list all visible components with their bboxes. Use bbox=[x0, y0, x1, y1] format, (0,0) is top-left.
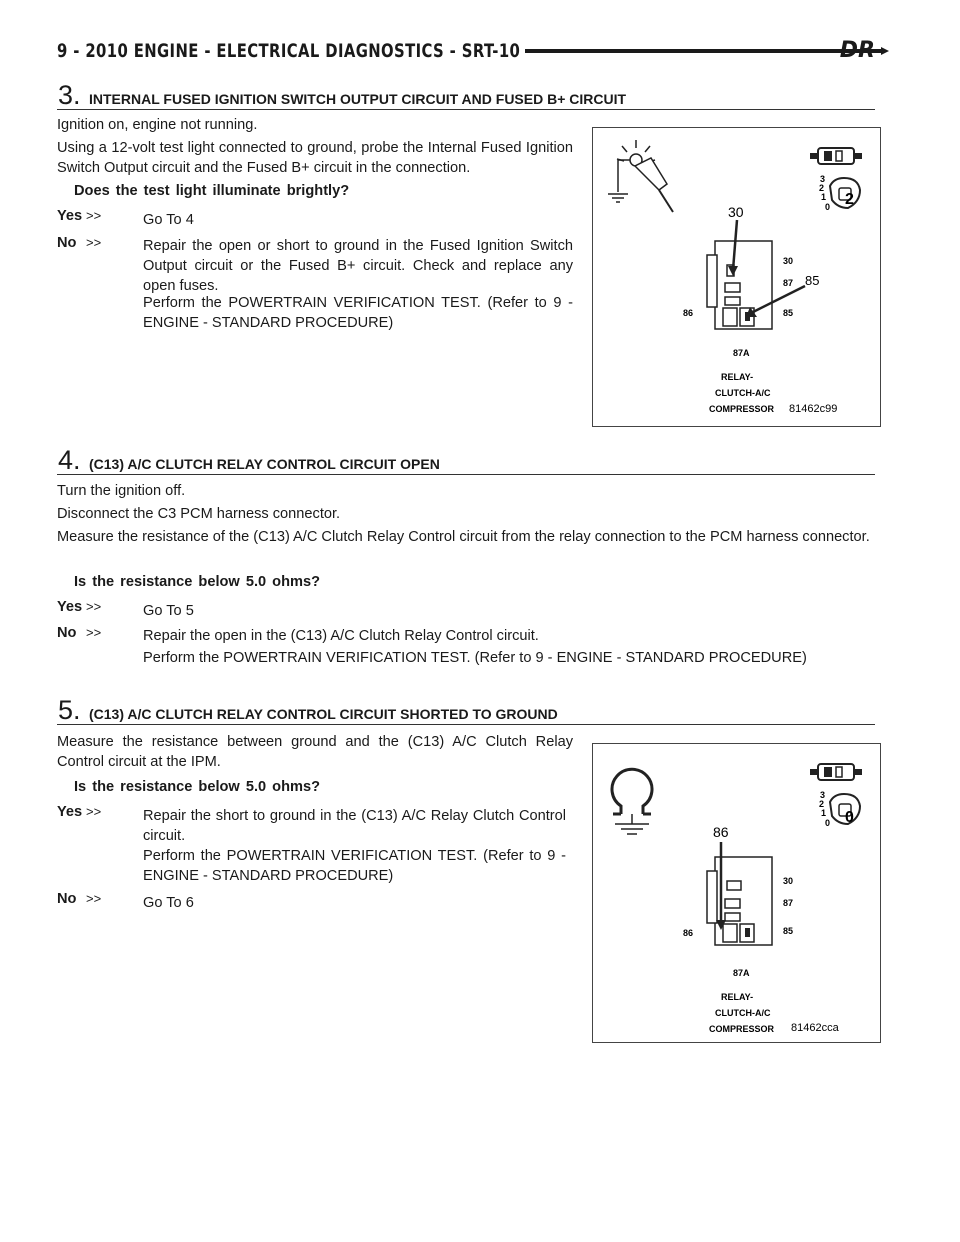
probe-pin-label: 30 bbox=[728, 204, 744, 220]
svg-text:1: 1 bbox=[821, 808, 827, 818]
svg-text:87: 87 bbox=[783, 898, 794, 908]
step-4-paragraph: Disconnect the C3 PCM harness connector. bbox=[57, 506, 341, 522]
yes-response: Go To 5 bbox=[143, 603, 194, 619]
step-3-paragraph: Using a 12-volt test light connected to ground, probe the Internal Fused Ignition Switch Output circuit and the Fused B+ circuit in the connection. bbox=[57, 140, 573, 176]
yes-label: Yes bbox=[57, 804, 83, 820]
step-3-heading bbox=[57, 82, 875, 110]
svg-text:85: 85 bbox=[783, 926, 794, 936]
step-title: (C13) A/C CLUTCH RELAY CONTROL CIRCUIT OPEN bbox=[89, 456, 440, 472]
step-number: 3. bbox=[58, 80, 81, 110]
step-4-heading bbox=[57, 447, 875, 475]
page-header bbox=[57, 38, 875, 68]
svg-text:3: 3 bbox=[820, 790, 826, 800]
relay-diagram bbox=[593, 128, 880, 426]
svg-text:87A: 87A bbox=[733, 348, 750, 358]
svg-text:CLUTCH-A/C: CLUTCH-A/C bbox=[715, 388, 771, 398]
yes-response: Go To 4 bbox=[143, 212, 194, 228]
svg-text:CLUTCH-A/C: CLUTCH-A/C bbox=[715, 1008, 771, 1018]
figure-code: 81462c99 bbox=[789, 403, 838, 415]
svg-text:30: 30 bbox=[783, 876, 794, 886]
no-label: No bbox=[57, 891, 77, 907]
step-5-heading bbox=[57, 697, 875, 725]
yes-label: Yes bbox=[57, 208, 83, 224]
arrow-marker: >> bbox=[86, 208, 102, 223]
svg-text:85: 85 bbox=[783, 308, 794, 318]
svg-text:0: 0 bbox=[825, 202, 831, 212]
svg-text:RELAY-: RELAY- bbox=[721, 992, 754, 1002]
header-title: 9 - 2010 ENGINE - ELECTRICAL DIAGNOSTICS - SRT-10 bbox=[57, 40, 521, 62]
figure-code: 81462cca bbox=[791, 1022, 839, 1034]
no-label: No bbox=[57, 625, 77, 641]
header-badge: DR bbox=[839, 38, 875, 63]
svg-text:2: 2 bbox=[819, 183, 825, 193]
step-4-paragraph: Turn the ignition off. bbox=[57, 483, 186, 499]
step-4-question: Is the resistance below 5.0 ohms? bbox=[74, 574, 321, 590]
svg-text:87A: 87A bbox=[733, 968, 750, 978]
svg-text:87: 87 bbox=[783, 278, 794, 288]
ignition-key-icon bbox=[810, 148, 862, 208]
yes-response: Repair the short to ground in the (C13) A/C Relay Clutch Control circuit. bbox=[143, 808, 566, 844]
arrow-marker: >> bbox=[86, 891, 102, 906]
arrow-marker: >> bbox=[86, 235, 102, 250]
step-5-question: Is the resistance below 5.0 ohms? bbox=[74, 779, 321, 795]
svg-text:86: 86 bbox=[683, 308, 694, 318]
relay-figure-test-light bbox=[592, 127, 881, 427]
relay-diagram bbox=[593, 744, 880, 1042]
no-response: Repair the open or short to ground in the Fused Ignition Switch Output circuit or the Fused B+ circuit. Check and replace any open fuses. bbox=[143, 238, 573, 294]
svg-text:86: 86 bbox=[683, 928, 694, 938]
step-3-question: Does the test light illuminate brightly? bbox=[74, 183, 350, 199]
step-3-paragraph: Ignition on, engine not running. bbox=[57, 117, 258, 133]
svg-text:1: 1 bbox=[821, 192, 827, 202]
no-label: No bbox=[57, 235, 77, 251]
probe-pin-label: 86 bbox=[713, 824, 729, 840]
svg-text:2: 2 bbox=[819, 799, 825, 809]
step-number: 4. bbox=[58, 445, 81, 475]
arrow-marker: >> bbox=[86, 599, 102, 614]
step-4-paragraph: Measure the resistance of the (C13) A/C Clutch Relay Control circuit from the relay connection to the PCM harness connector. bbox=[57, 529, 870, 545]
step-5-paragraph: Measure the resistance between ground and the (C13) A/C Clutch Relay Control circuit at the IPM. bbox=[57, 734, 573, 770]
svg-text:3: 3 bbox=[820, 174, 826, 184]
header-rule bbox=[525, 49, 885, 53]
yes-response-followup: Perform the POWERTRAIN VERIFICATION TEST. (Refer to 9 - ENGINE - STANDARD PROCEDURE) bbox=[143, 848, 566, 884]
arrow-marker: >> bbox=[86, 804, 102, 819]
svg-text:30: 30 bbox=[783, 256, 794, 266]
no-response-followup: Perform the POWERTRAIN VERIFICATION TEST. (Refer to 9 - ENGINE - STANDARD PROCEDURE) bbox=[143, 295, 573, 331]
arrow-marker: >> bbox=[86, 625, 102, 640]
svg-text:2: 2 bbox=[845, 191, 854, 208]
no-response: Go To 6 bbox=[143, 895, 194, 911]
no-response-followup: Perform the POWERTRAIN VERIFICATION TEST. (Refer to 9 - ENGINE - STANDARD PROCEDURE) bbox=[143, 650, 807, 666]
no-response: Repair the open in the (C13) A/C Clutch Relay Control circuit. bbox=[143, 628, 539, 644]
step-number: 5. bbox=[58, 695, 81, 725]
svg-text:0: 0 bbox=[825, 818, 831, 828]
ignition-key-icon bbox=[810, 764, 862, 824]
svg-text:COMPRESSOR: COMPRESSOR bbox=[709, 404, 775, 414]
yes-label: Yes bbox=[57, 599, 83, 615]
relay-figure-ohmmeter bbox=[592, 743, 881, 1043]
step-title: (C13) A/C CLUTCH RELAY CONTROL CIRCUIT SHORTED TO GROUND bbox=[89, 706, 558, 722]
ohmmeter-icon bbox=[612, 769, 652, 834]
svg-text:RELAY-: RELAY- bbox=[721, 372, 754, 382]
svg-text:85: 85 bbox=[805, 273, 820, 288]
step-title: INTERNAL FUSED IGNITION SWITCH OUTPUT CIRCUIT AND FUSED B+ CIRCUIT bbox=[89, 91, 627, 107]
svg-text:COMPRESSOR: COMPRESSOR bbox=[709, 1024, 775, 1034]
svg-text:0: 0 bbox=[845, 809, 854, 826]
